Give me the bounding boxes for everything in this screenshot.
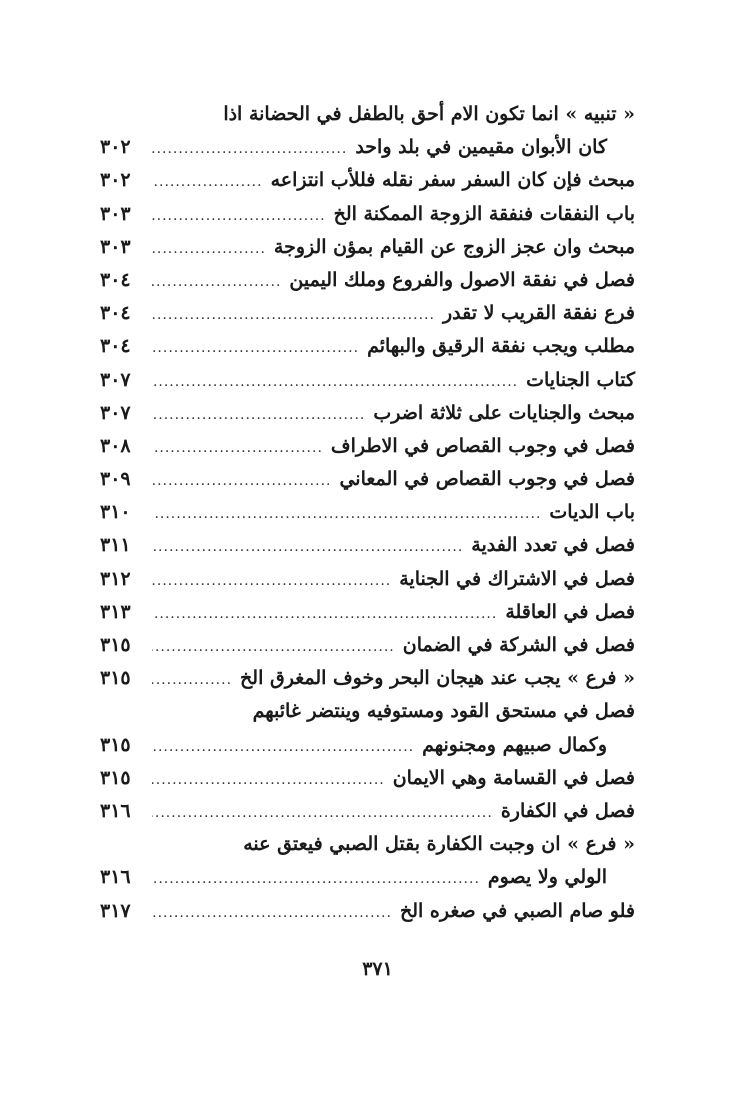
toc-entry-title: مبحث والجنايات على ثلاثة اضرب (373, 401, 635, 424)
toc-entry (100, 131, 635, 164)
toc-entry-title: كان الأبوان مقيمين في بلد واحد (355, 136, 607, 159)
toc-entry-title: « فرع » يجب عند هيجان البحر وخوف المغرق الخ (240, 667, 635, 690)
dot-leader (152, 598, 497, 631)
toc-entry-title: « فرع » ان وجبت الكفارة بقتل الصبي فيعتق عنه (243, 833, 635, 856)
toc-entry (100, 596, 635, 629)
dot-leader (152, 631, 395, 664)
toc-entry (100, 397, 635, 430)
toc-entry-title: فصل في العاقلة (505, 600, 635, 623)
toc-entry-title: مبحث فإن كان السفر سفر نقله فللأب انتزاعه (270, 169, 635, 192)
toc-entry (100, 629, 635, 662)
dot-leader (152, 366, 518, 399)
toc-entry-page: ٣٠٣ (100, 202, 131, 225)
toc-entry (100, 463, 635, 496)
toc-entry-title: فلو صام الصبي في صغره الخ (399, 899, 635, 922)
toc-entry-page: ٣٠٧ (100, 368, 131, 391)
toc-entry (100, 330, 635, 363)
toc-entry-title: مبحث وان عجز الزوج عن القيام بمؤن الزوجة (273, 235, 635, 258)
toc-entry-page: ٣١٥ (100, 766, 131, 789)
toc-entry (100, 563, 635, 596)
dot-leader (152, 200, 326, 233)
dot-leader (152, 133, 347, 166)
toc-entry-page: ٣١٢ (100, 567, 131, 590)
toc-entry (100, 695, 635, 728)
toc-entry-page: ٣١٥ (100, 634, 131, 656)
dot-leader (152, 565, 391, 598)
toc-entry-title: فصل في الكفارة (500, 799, 635, 822)
toc-entry-title: باب الديات (549, 501, 635, 524)
toc-entry-title: كتاب الجنايات (526, 368, 635, 391)
toc-entry-page: ٣١٠ (100, 501, 131, 524)
toc-entry-page: ٣١٥ (100, 667, 131, 690)
toc-entry (100, 662, 635, 695)
toc-entry (100, 231, 635, 264)
toc-entry-page: ٣٠٨ (100, 434, 131, 457)
toc-entry-page: ٣١٦ (100, 866, 131, 889)
dot-leader (152, 432, 323, 465)
toc-entry-page: ٣٠٤ (100, 335, 131, 358)
toc-entry-page: ٣٠٧ (100, 401, 131, 424)
dot-leader (152, 764, 385, 797)
toc-entry (100, 264, 635, 297)
dot-leader (152, 332, 359, 365)
dot-leader (152, 498, 541, 531)
dot-leader (152, 797, 493, 830)
toc-entry-page: ٣٠٢ (100, 136, 131, 159)
dot-leader (152, 863, 480, 896)
toc-entry-title: فصل في تعدد الفدية (471, 534, 635, 557)
dot-leader (152, 897, 392, 930)
toc-entry (100, 861, 635, 894)
dot-leader (152, 399, 365, 432)
toc-entry (100, 430, 635, 463)
table-of-contents (100, 98, 635, 928)
toc-entry (100, 297, 635, 330)
toc-entry-page: ٣٠٤ (100, 268, 131, 291)
toc-entry-title: مطلب ويجب نفقة الرقيق والبهائم (367, 335, 635, 358)
toc-entry (100, 895, 635, 928)
toc-entry-title: « تنبيه » انما تكون الام أحق بالطفل في الحضانة اذا (223, 103, 635, 125)
dot-leader (152, 664, 232, 697)
dot-leader (152, 299, 435, 332)
dot-leader (152, 465, 331, 498)
page-number: ٣٧١ (362, 958, 393, 980)
toc-entry-page: ٣٠٣ (100, 235, 131, 258)
toc-entry-page: ٣٠٢ (100, 169, 131, 192)
dot-leader (152, 166, 263, 199)
dot-leader (152, 266, 281, 299)
toc-entry-title: فرع نفقة القريب لا تقدر (442, 302, 635, 325)
toc-entry (100, 828, 635, 861)
toc-entry (100, 729, 635, 762)
toc-entry (100, 164, 635, 197)
toc-entry (100, 198, 635, 231)
toc-entry (100, 762, 635, 795)
toc-entry-title: باب النفقات فنفقة الزوجة الممكنة الخ (333, 202, 635, 225)
toc-entry-page: ٣١٧ (100, 899, 131, 922)
toc-entry-page: ٣٠٩ (100, 468, 131, 491)
toc-entry-title: فصل في القسامة وهي الايمان (392, 766, 635, 789)
toc-entry-title: الولي ولا يصوم (487, 866, 607, 889)
toc-entry (100, 795, 635, 828)
toc-entry-title: فصل في الاشتراك في الجناية (399, 567, 635, 590)
toc-entry (100, 98, 635, 131)
toc-entry-page: ٣١٦ (100, 799, 131, 822)
toc-entry-page: ٣١٥ (100, 733, 131, 756)
toc-entry-title: وكمال صبيهم ومجنونهم (422, 733, 607, 756)
toc-entry (100, 364, 635, 397)
toc-entry (100, 496, 635, 529)
dot-leader (152, 531, 463, 564)
toc-entry-title: فصل في مستحق القود ومستوفيه وينتضر غائبهم (252, 700, 635, 723)
toc-entry-page: ٣١١ (100, 534, 131, 557)
toc-entry-title: فصل في وجوب القصاص في المعاني (339, 468, 635, 491)
toc-entry-title: فصل في نفقة الاصول والفروع وملك اليمين (289, 268, 635, 291)
toc-entry-page: ٣١٣ (100, 600, 131, 623)
toc-entry (100, 529, 635, 562)
toc-entry-page: ٣٠٤ (100, 302, 131, 325)
dot-leader (152, 731, 414, 764)
toc-entry-title: فصل في الشركة في الضمان (402, 634, 635, 656)
toc-entry-title: فصل في وجوب القصاص في الاطراف (330, 434, 635, 457)
dot-leader (152, 233, 266, 266)
